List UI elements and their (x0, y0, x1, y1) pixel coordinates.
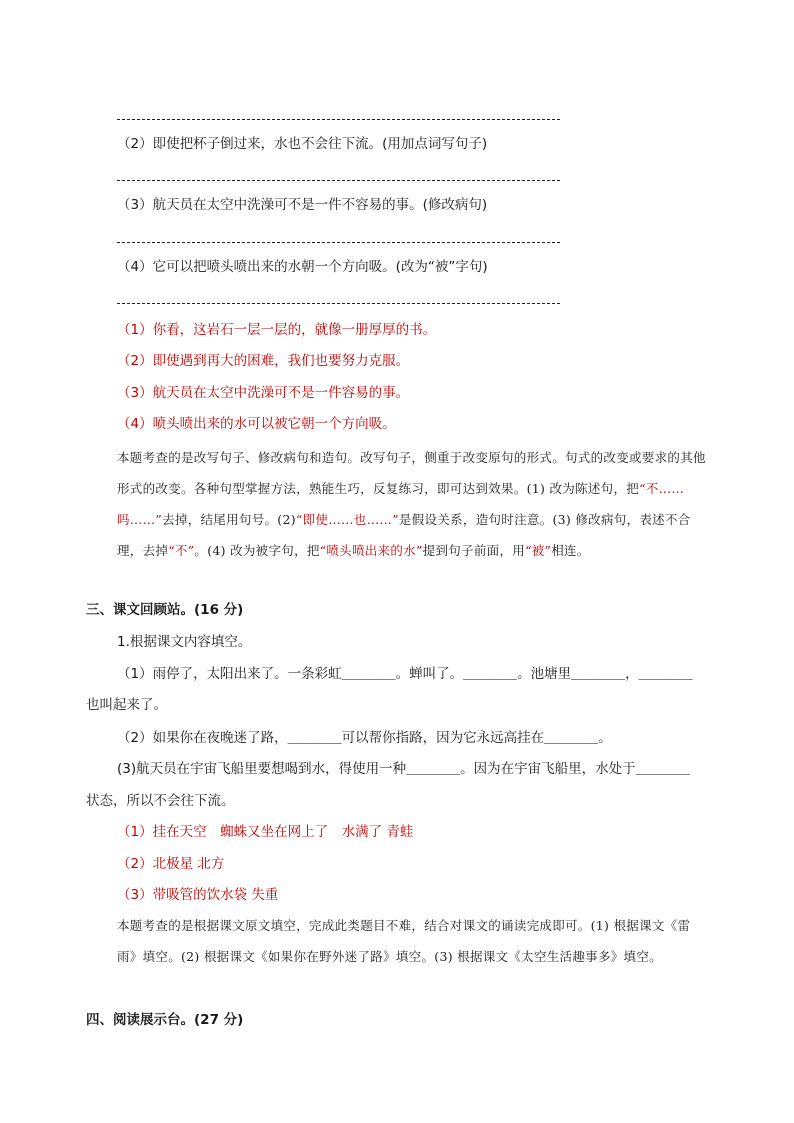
answer-3: （3）航天员在太空中洗澡可不是一件容易的事。 (117, 385, 410, 401)
question-2: （2）即使把杯子倒过来，水也不会往下流。(用加点词写句子) (117, 136, 488, 152)
analysis-quote: “喷头喷出来的水” (319, 543, 423, 558)
fill-question-1-cont: 也叫起来了。 (86, 697, 167, 713)
analysis-text: 是假设关系，造句时注意。(3) 修改病句，表述不合理，去掉 (117, 512, 691, 558)
question-4: （4）它可以把喷头喷出来的水朝一个方向吸。(改为“被”字句) (117, 259, 488, 275)
fill-question-2: （2）如果你在夜晚迷了路，＿＿＿＿可以帮你指路，因为它永远高挂在＿＿＿＿。 (117, 730, 612, 746)
question-3: （3）航天员在太空中洗澡可不是一件不容易的事。(修改病句) (117, 197, 488, 213)
analysis-text: 去掉，结尾用句号。(2) (162, 512, 296, 527)
analysis-section2 (86, 442, 708, 566)
analysis-text: 相连。 (551, 543, 590, 558)
analysis-section3 (86, 910, 708, 972)
answer-blank-line (117, 303, 560, 304)
answer-blank-line (117, 119, 560, 120)
fill-answer-1: （1）挂在天空 蜘蛛又坐在网上了 水满了 青蛙 (117, 824, 414, 840)
answer-blank-line (117, 242, 560, 243)
analysis-text: 本题考查的是改写句子、修改病句和造句。改写句子，侧重于改变原句的形式。句式的改变或要求的其他形式的改变。各种句型掌握方法，熟能生巧，反复练习，即可达到效果。(1) 改为陈述句，把 (117, 450, 706, 496)
analysis-quote: “不” (168, 543, 195, 558)
analysis-text: 本题考查的是根据课文原文填空，完成此类题目不难，结合对课文的诵读完成即可。(1) 根据课文《雷雨》填空。(2) 根据课文《如果你在野外迷了路》填空。(3) 根据课文《太空生活趣事多》填空。 (117, 918, 691, 964)
analysis-text: 提到句子前面，用 (422, 543, 526, 558)
fill-question-3: (3)航天员在宇宙飞船里要想喝到水，得使用一种＿＿＿＿。因为在宇宙飞船里，水处于＿＿＿＿ (117, 761, 690, 777)
analysis-quote: “被” (525, 543, 552, 558)
fill-question-1: （1）雨停了，太阳出来了。一条彩虹＿＿＿＿。蝉叫了。＿＿＿＿。池塘里＿＿＿＿，＿＿＿＿ (117, 666, 693, 682)
answer-2: （2）即使遇到再大的困难，我们也要努力克服。 (117, 353, 410, 369)
fill-answer-2: （2）北极星 北方 (117, 856, 225, 872)
answer-blank-line (117, 180, 560, 181)
section-3-subheading: 1.根据课文内容填空。 (117, 634, 252, 650)
fill-answer-3: （3）带吸管的饮水袋 失重 (117, 887, 279, 903)
analysis-quote: “即使……也……” (295, 512, 399, 527)
fill-question-3-cont: 状态，所以不会往下流。 (86, 793, 235, 809)
analysis-quote: “不……吗……” (117, 481, 685, 527)
answer-4: （4）喷头喷出来的水可以被它朝一个方向吸。 (117, 416, 396, 432)
answer-1: （1）你看，这岩石一层一层的，就像一册厚厚的书。 (117, 322, 437, 338)
section-3-heading: 三、课文回顾站。(16 分) (86, 602, 244, 618)
section-4-heading: 四、阅读展示台。(27 分) (86, 1012, 244, 1028)
analysis-text: 。(4) 改为被字句，把 (194, 543, 320, 558)
